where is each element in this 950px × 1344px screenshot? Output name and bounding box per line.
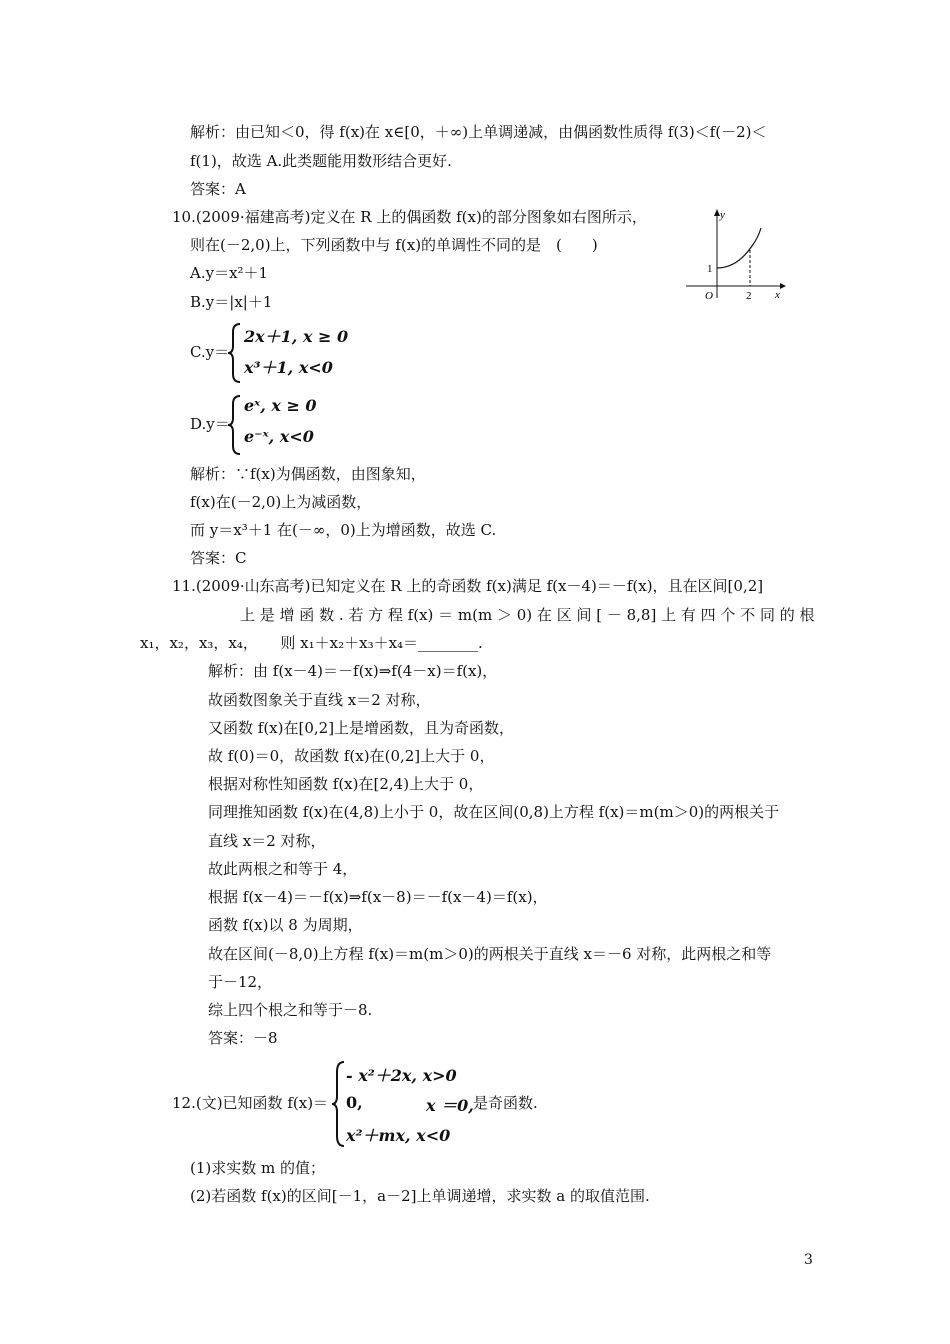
- q11-analysis-line: 函数 f(x)以 8 为周期，: [208, 916, 363, 934]
- q10-option-c-case1: 2x＋1, x ≥ 0: [244, 327, 349, 346]
- option-c-brace: [226, 322, 244, 384]
- q12-part1: (1)求实数 m 的值；: [190, 1159, 326, 1177]
- q10-option-a: A.y＝x²＋1: [190, 264, 269, 282]
- q10-stem-line1: 10.(2009·福建高考)定义在 R 上的偶函数 f(x)的部分图象如右图所示，: [172, 208, 647, 226]
- q11-stem-line3: x₁，x₂，x₃，x₄， 则 x₁＋x₂＋x₃＋x₄＝________.: [140, 634, 483, 652]
- q10-option-d-label: D.y＝: [190, 415, 230, 433]
- q10-stem-line2: 则在(－2,0)上，下列函数中与 f(x)的单调性不同的是 ( ): [190, 236, 598, 254]
- q12-tail: 是奇函数.: [473, 1094, 538, 1112]
- q10-function-graph: [682, 206, 792, 302]
- graph-x-tick: 2: [746, 290, 752, 302]
- x-axis-arrow-icon: [780, 283, 786, 289]
- q11-analysis-line: 直线 x＝2 对称，: [208, 832, 326, 850]
- q10-answer: 答案：C: [190, 549, 247, 567]
- option-d-brace: [226, 394, 244, 456]
- q10-option-d-case2: e⁻ˣ, x<0: [244, 427, 314, 446]
- q10-option-b: B.y＝|x|＋1: [190, 293, 273, 311]
- q12-label: 12.(文)已知函数 f(x)＝: [172, 1094, 329, 1112]
- q11-analysis-line: 故函数图象关于直线 x＝2 对称，: [208, 691, 431, 709]
- graph-y-tick: 1: [707, 263, 713, 275]
- graph-x-label: x: [775, 289, 780, 301]
- page-number: 3: [804, 1252, 813, 1268]
- q10-option-c-label: C.y＝: [190, 343, 230, 361]
- q11-analysis-line: 同理推知函数 f(x)在(4,8)上小于 0，故在区间(0,8)上方程 f(x)＝m(m＞0)的两根关于: [208, 803, 780, 821]
- analysis9-line2: f(1)，故选 A.此类题能用数形结合更好.: [190, 152, 452, 170]
- analysis9-answer: 答案：A: [190, 180, 246, 198]
- q12-case1: - x²＋2x, x>0: [346, 1066, 457, 1085]
- q11-analysis-line: 故在区间(－8,0)上方程 f(x)＝m(m＞0)的两根关于直线 x＝－6 对称，此两根之和等: [208, 945, 772, 963]
- q11-stem-line2: 上 是 增 函 数 . 若 方 程 f(x) ＝ m(m ＞ 0) 在 区 间 [ － 8,8] 上 有 四 个 不 同 的 根: [240, 606, 815, 624]
- q11-answer: 答案：－8: [208, 1029, 278, 1047]
- q11-analysis-line: 解析：由 f(x－4)＝－f(x)⇒f(4－x)＝f(x)，: [208, 662, 498, 680]
- q11-analysis-line: 又函数 f(x)在[0,2]上是增函数，且为奇函数，: [208, 719, 515, 737]
- q10-analysis-line3: 而 y＝x³＋1 在(－∞，0)上为增函数，故选 C.: [190, 521, 497, 539]
- graph-y-label: y: [720, 209, 725, 221]
- q11-analysis-line: 根据对称性知函数 f(x)在[2,4)上大于 0，: [208, 775, 484, 793]
- q11-analysis-line: 根据 f(x－4)＝－f(x)⇒f(x－8)＝－f(x－4)＝f(x)，: [208, 888, 548, 906]
- curve: [717, 228, 761, 268]
- q10-analysis-line1: 解析：∵f(x)为偶函数，由图象知，: [190, 465, 426, 483]
- q12-part2: (2)若函数 f(x)的区间[－1，a－2]上单调递增，求实数 a 的取值范围.: [190, 1187, 650, 1205]
- q10-option-d-case1: eˣ, x ≥ 0: [244, 396, 317, 415]
- analysis9-line1: 解析：由已知＜0，得 f(x)在 x∈[0，＋∞)上单调递减，由偶函数性质得 f(3)＜f(－2)＜: [190, 123, 767, 141]
- q11-analysis-line: 故 f(0)＝0，故函数 f(x)在(0,2]上大于 0，: [208, 747, 495, 765]
- q12-case2-cond: x ＝0,: [426, 1096, 474, 1115]
- graph-origin-label: O: [705, 290, 713, 302]
- q12-case3: x²＋mx, x<0: [346, 1126, 451, 1145]
- q11-analysis-line: 综上四个根之和等于－8.: [208, 1001, 373, 1019]
- q12-case2-expr: 0,: [346, 1093, 363, 1112]
- q10-analysis-line2: f(x)在(－2,0)上为减函数，: [190, 493, 372, 511]
- q11-analysis-line: 于－12，: [208, 973, 273, 991]
- q11-stem-line1: 11.(2009·山东高考)已知定义在 R 上的奇函数 f(x)满足 f(x－4)＝－f(x)，且在区间[0,2]: [172, 577, 764, 595]
- q10-option-c-case2: x³＋1, x<0: [244, 358, 333, 377]
- q11-analysis-line: 故此两根之和等于 4，: [208, 860, 358, 878]
